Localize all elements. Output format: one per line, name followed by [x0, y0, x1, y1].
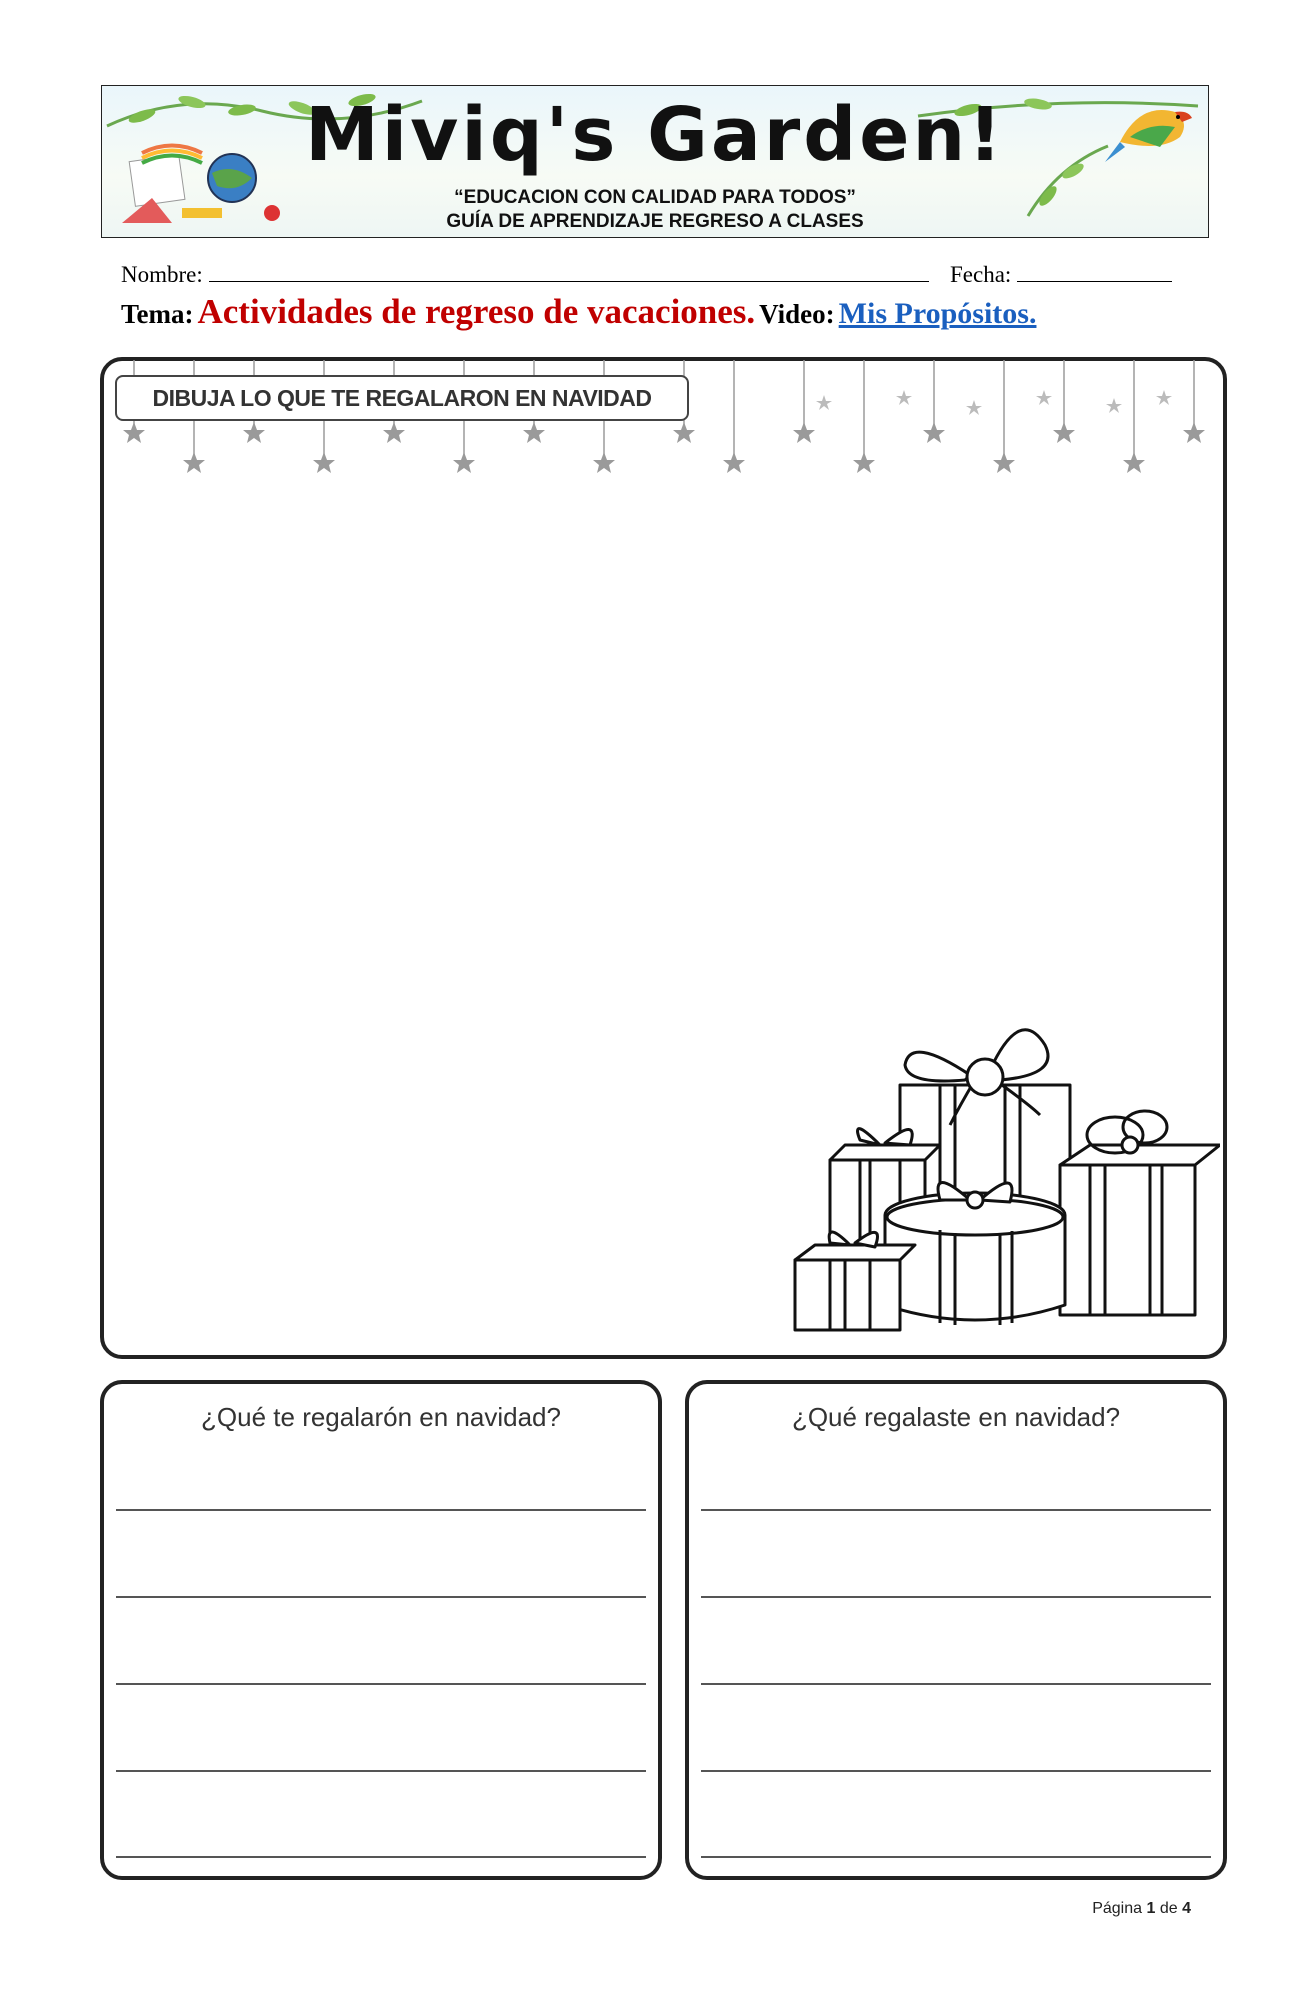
- answer-line[interactable]: [701, 1856, 1211, 1858]
- topic-row: [121, 292, 1036, 332]
- topic-value: Actividades de regreso de vacaciones.: [197, 292, 756, 331]
- answer-line[interactable]: [701, 1683, 1211, 1685]
- name-date-row: [121, 262, 1172, 288]
- answer-line[interactable]: [701, 1596, 1211, 1598]
- answer-line[interactable]: [116, 1683, 646, 1685]
- header-banner: [101, 85, 1209, 238]
- question-box-gave: [685, 1380, 1227, 1880]
- answer-line[interactable]: [701, 1770, 1211, 1772]
- answer-line[interactable]: [701, 1509, 1211, 1511]
- date-field[interactable]: [1017, 263, 1172, 282]
- answer-line[interactable]: [116, 1856, 646, 1858]
- answer-line[interactable]: [116, 1770, 646, 1772]
- page-number: [1092, 1900, 1191, 1918]
- guide-subtitle: GUÍA DE APRENDIZAJE REGRESO A CLASES: [446, 211, 864, 232]
- question-title: ¿Qué regalaste en navidad?: [791, 1402, 1121, 1432]
- gift-boxes-illustration: [790, 1005, 1220, 1350]
- page-total: 4: [1182, 1900, 1191, 1917]
- page-word: Página: [1092, 1900, 1143, 1917]
- topic-label: Tema:: [121, 299, 194, 329]
- answer-line[interactable]: [116, 1596, 646, 1598]
- page-of-word: de: [1159, 1900, 1178, 1917]
- video-link[interactable]: Mis Propósitos.: [838, 297, 1037, 330]
- page-current: 1: [1146, 1900, 1156, 1917]
- name-label: Nombre:: [121, 262, 203, 287]
- video-label: Video:: [759, 299, 835, 329]
- question-box-received: [100, 1380, 662, 1880]
- name-field[interactable]: [209, 263, 929, 282]
- motto: “EDUCACION CON CALIDAD PARA TODOS”: [454, 187, 856, 208]
- date-label: Fecha:: [950, 262, 1012, 287]
- answer-line[interactable]: [116, 1509, 646, 1511]
- site-title: Miviq's Garden!: [305, 92, 1005, 178]
- drawing-instruction: DIBUJA LO QUE TE REGALARON EN NAVIDAD: [115, 375, 689, 421]
- question-title: ¿Qué te regalarón en navidad?: [201, 1402, 561, 1432]
